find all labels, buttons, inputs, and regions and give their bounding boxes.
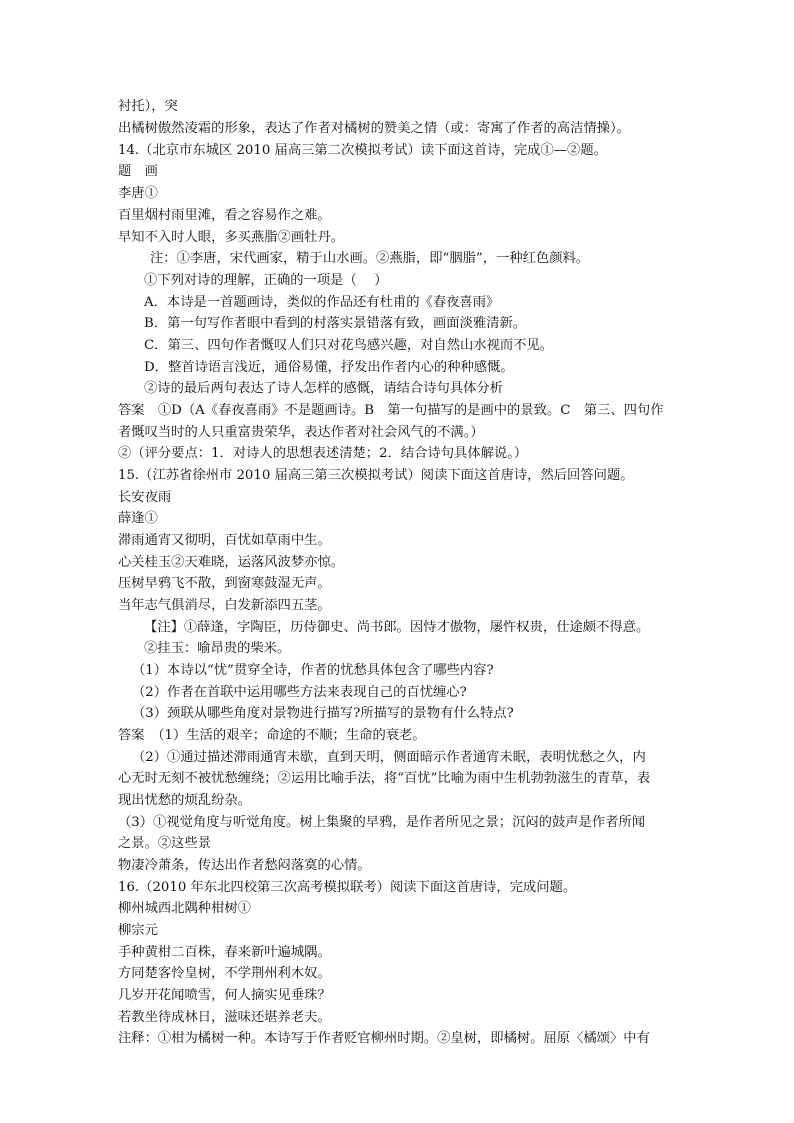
question-14-heading: 14.（北京市东城区 2010 届高三第二次模拟考试）读下面这首诗，完成①—②题。 bbox=[118, 143, 607, 158]
answer-text: （3）①视觉角度与听觉角度。树上集聚的早鸦，是作者所见之景；沉闷的鼓声是作者所闻 bbox=[118, 815, 646, 830]
poem-line: 方同楚客怜皇树，不学荆州利木奴。 bbox=[118, 966, 331, 981]
poem-author: 薛逢① bbox=[118, 511, 158, 526]
question-prompt: ①下列对诗的理解，正确的一项是（ ） bbox=[144, 273, 388, 288]
poem-line: 百里烟村雨里滩，看之容易作之难。 bbox=[118, 208, 331, 223]
poem-line: 手种黄柑二百株，春来新叶遍城隅。 bbox=[118, 945, 331, 960]
poem-note: 注释：①柑为橘树一种。本诗写于作者贬官柳州时期。②皇树，即橘树。屈原〈橘颂〉中有 bbox=[118, 1031, 650, 1046]
poem-line: 当年志气俱消尽，白发新添四五茎。 bbox=[118, 598, 331, 613]
question-prompt: （2）作者在首联中运用哪些方法来表现自己的百忧缠心? bbox=[132, 685, 467, 700]
poem-line: 滞雨通宵又彻明，百忧如草雨中生。 bbox=[118, 533, 331, 548]
answer-text: 现出忧愁的烦乱纷杂。 bbox=[118, 793, 251, 808]
poem-line: 早知不入时人眼，多买燕脂②画牡丹。 bbox=[118, 230, 345, 245]
poem-title: 长安夜雨 bbox=[118, 490, 172, 505]
question-prompt: （3）颈联从哪些角度对景物进行描写?所描写的景物有什么特点? bbox=[132, 706, 514, 721]
answer-text: 答案 ①D（A《春夜喜雨》不是题画诗。B 第一句描写的是画中的景致。C 第三、四句作 bbox=[118, 403, 664, 418]
answer-text: ②（评分要点：1．对诗人的思想表述清楚；2．结合诗句具体解说。） bbox=[118, 446, 528, 461]
poem-note: 【注】①薛逢，字陶臣，历侍御史、尚书郎。因恃才傲物，屡忤权贵，仕途颇不得意。 bbox=[144, 620, 650, 635]
answer-text: 答案 （1）生活的艰辛；命途的不顺；生命的衰老。 bbox=[118, 728, 426, 743]
option-d: D．整首诗语言浅近，通俗易懂，抒发出作者内心的种种感慨。 bbox=[144, 360, 514, 375]
poem-line: 若教坐待成林日，滋味还堪养老夫。 bbox=[118, 1010, 331, 1025]
answer-text: 者慨叹当时的人只重富贵荣华，表达作者对社会风气的不满。） bbox=[118, 425, 484, 440]
answer-text: 心无时无刻不被忧愁缠绕；②运用比喻手法，将“百忧”比喻为雨中生机勃勃滋生的青草，表 bbox=[118, 771, 651, 786]
poem-line: 压树早鸦飞不散，到窗寒鼓湿无声。 bbox=[118, 576, 331, 591]
answer-text: （2）①通过描述滞雨通宵未歇，直到天明，侧面暗示作者通宵未眠，表明忧愁之久，内 bbox=[132, 750, 646, 765]
option-b: B．第一句写作者眼中看到的村落实景错落有致，画面淡雅清新。 bbox=[144, 316, 527, 331]
text-line: 衬托），突 bbox=[118, 99, 178, 114]
question-15-heading: 15.（江苏省徐州市 2010 届高三第三次模拟考试）阅读下面这首唐诗，然后回答问题。 bbox=[118, 468, 634, 483]
question-16-heading: 16.（2010 年东北四校第三次高考模拟联考）阅读下面这首唐诗，完成问题。 bbox=[118, 880, 577, 895]
poem-title: 柳州城西北隅种柑树① bbox=[118, 901, 251, 916]
answer-text: 物凄冷萧条，传达出作者愁闷落寞的心情。 bbox=[118, 858, 371, 873]
poem-line: 心关桂玉②天难晓，运落风波梦亦惊。 bbox=[118, 555, 345, 570]
question-prompt: （1）本诗以“忧”贯穿全诗，作者的忧愁具体包含了哪些内容? bbox=[132, 663, 494, 678]
option-c: C．第三、四句作者慨叹人们只对花鸟感兴趣，对自然山水视而不见。 bbox=[144, 338, 554, 353]
poem-author: 李唐① bbox=[118, 186, 158, 201]
poem-title: 题 画 bbox=[118, 164, 158, 179]
poem-line: 几岁开花闻喷雪，何人摘实见垂珠？ bbox=[118, 988, 331, 1003]
poem-note: 注：①李唐，宋代画家，精于山水画。②燕脂，即“胭脂”，一种红色颜料。 bbox=[150, 251, 590, 266]
poem-author: 柳宗元 bbox=[118, 923, 158, 938]
option-a: A．本诗是一首题画诗，类似的作品还有杜甫的《春夜喜雨》 bbox=[144, 295, 500, 310]
question-prompt: ②诗的最后两句表达了诗人怎样的感慨，请结合诗句具体分析 bbox=[144, 381, 504, 396]
answer-text: 之景。②这些景 bbox=[118, 836, 212, 851]
text-line: 出橘树傲然凌霜的形象，表达了作者对橘树的赞美之情（或：寄寓了作者的高洁情操）。 bbox=[118, 121, 630, 136]
poem-note: ②挂玉：喻昂贵的柴米。 bbox=[144, 641, 291, 656]
